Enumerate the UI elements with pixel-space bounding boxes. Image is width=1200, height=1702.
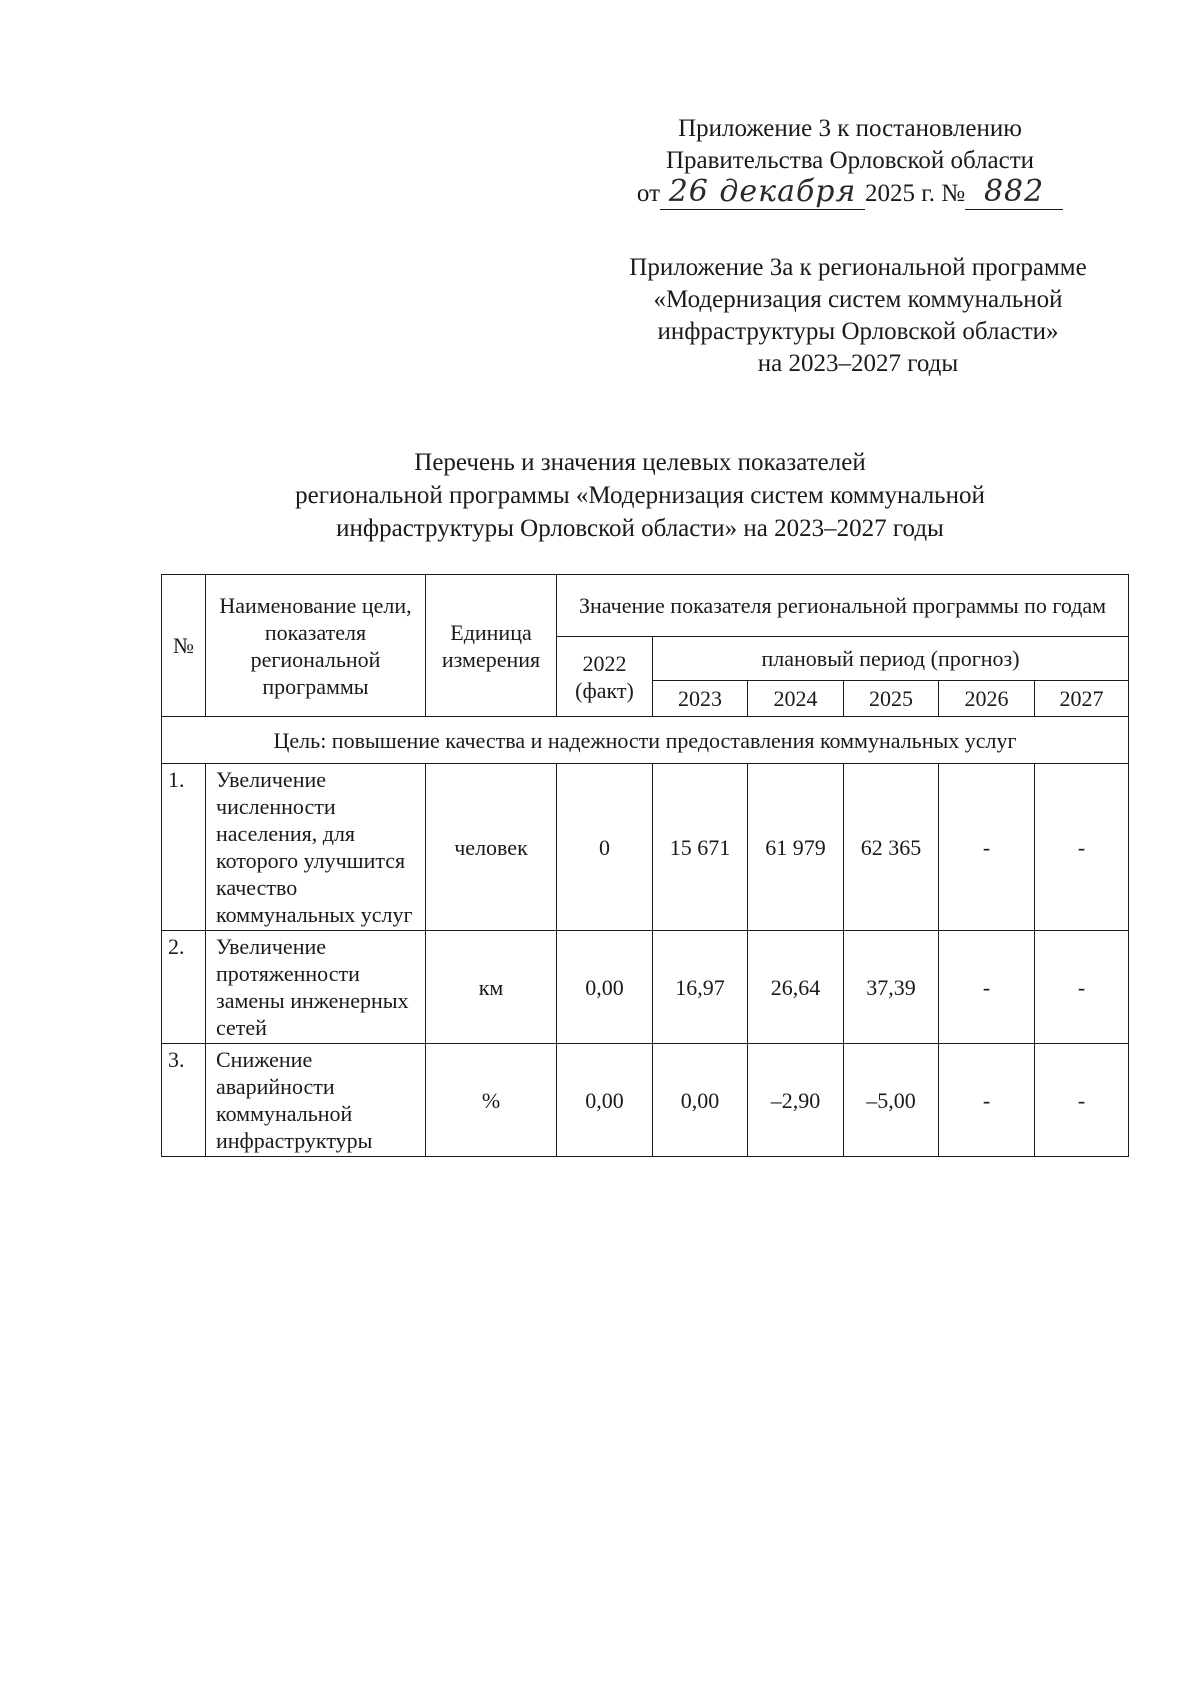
row-value: 0	[557, 764, 653, 931]
sub-line-3: инфраструктуры Орловской области»	[657, 318, 1059, 345]
row-num: 2.	[162, 931, 206, 1044]
appendix-date-line	[600, 174, 1100, 210]
header-plan-period: плановый период (прогноз)	[653, 637, 1129, 681]
table-row	[162, 1044, 1129, 1157]
document-title	[200, 446, 1080, 545]
row-value: 61 979	[748, 764, 844, 931]
sub-line-1: Приложение 3а к региональной программе	[629, 254, 1087, 281]
year-number-label: 2025 г. №	[865, 180, 966, 207]
appendix-header	[600, 113, 1100, 210]
row-value: 62 365	[844, 764, 939, 931]
row-name: Увеличение протяженности замены инженерных сетей	[206, 931, 426, 1044]
row-value: 0,00	[557, 931, 653, 1044]
row-num: 3.	[162, 1044, 206, 1157]
handwritten-number-field	[965, 174, 1063, 210]
row-value: 0,00	[653, 1044, 748, 1157]
row-value: -	[939, 1044, 1035, 1157]
header-year: 2026	[939, 681, 1035, 717]
handwritten-date-field	[660, 174, 865, 210]
row-unit: км	[426, 931, 557, 1044]
title-line-3: инфраструктуры Орловской области» на 2023–2027 годы	[336, 515, 944, 542]
header-year: 2025	[844, 681, 939, 717]
table-row	[162, 931, 1129, 1044]
row-value: -	[1035, 1044, 1129, 1157]
header-unit: Единица измерения	[426, 575, 557, 717]
row-value: -	[1035, 931, 1129, 1044]
title-line-2: региональной программы «Модернизация систем коммунальной	[295, 482, 985, 509]
appendix-subheader	[578, 252, 1138, 380]
header-values-group: Значение показателя региональной программы по годам	[557, 575, 1129, 637]
row-value: 26,64	[748, 931, 844, 1044]
handwritten-number: 882	[983, 174, 1045, 209]
row-name: Увеличение численности населения, для которого улучшится качество коммунальных услуг	[206, 764, 426, 931]
row-unit: %	[426, 1044, 557, 1157]
appendix-line-2: Правительства Орловской области	[665, 147, 1035, 174]
header-year: 2023	[653, 681, 748, 717]
indicators-table	[161, 574, 1129, 1157]
row-value: -	[939, 764, 1035, 931]
row-value: 37,39	[844, 931, 939, 1044]
row-name: Снижение аварийности коммунальной инфраструктуры	[206, 1044, 426, 1157]
header-name: Наименование цели, показателя региональной программы	[206, 575, 426, 717]
header-fact-year: 2022 (факт)	[557, 637, 653, 717]
row-value: –5,00	[844, 1044, 939, 1157]
header-num: №	[162, 575, 206, 717]
row-value: 0,00	[557, 1044, 653, 1157]
sub-line-4: на 2023–2027 годы	[757, 350, 959, 377]
goal-row: Цель: повышение качества и надежности предоставления коммунальных услуг	[162, 717, 1129, 764]
date-prefix: от	[636, 180, 661, 207]
row-value: -	[939, 931, 1035, 1044]
row-value: -	[1035, 764, 1129, 931]
row-value: 16,97	[653, 931, 748, 1044]
row-value: –2,90	[748, 1044, 844, 1157]
row-num: 1.	[162, 764, 206, 931]
appendix-line-1: Приложение 3 к постановлению	[678, 115, 1022, 142]
row-unit: человек	[426, 764, 557, 931]
header-year: 2024	[748, 681, 844, 717]
handwritten-date: 26 декабря	[668, 174, 857, 209]
header-year: 2027	[1035, 681, 1129, 717]
table-row	[162, 764, 1129, 931]
title-line-1: Перечень и значения целевых показателей	[414, 449, 866, 476]
sub-line-2: «Модернизация систем коммунальной	[653, 286, 1063, 313]
row-value: 15 671	[653, 764, 748, 931]
